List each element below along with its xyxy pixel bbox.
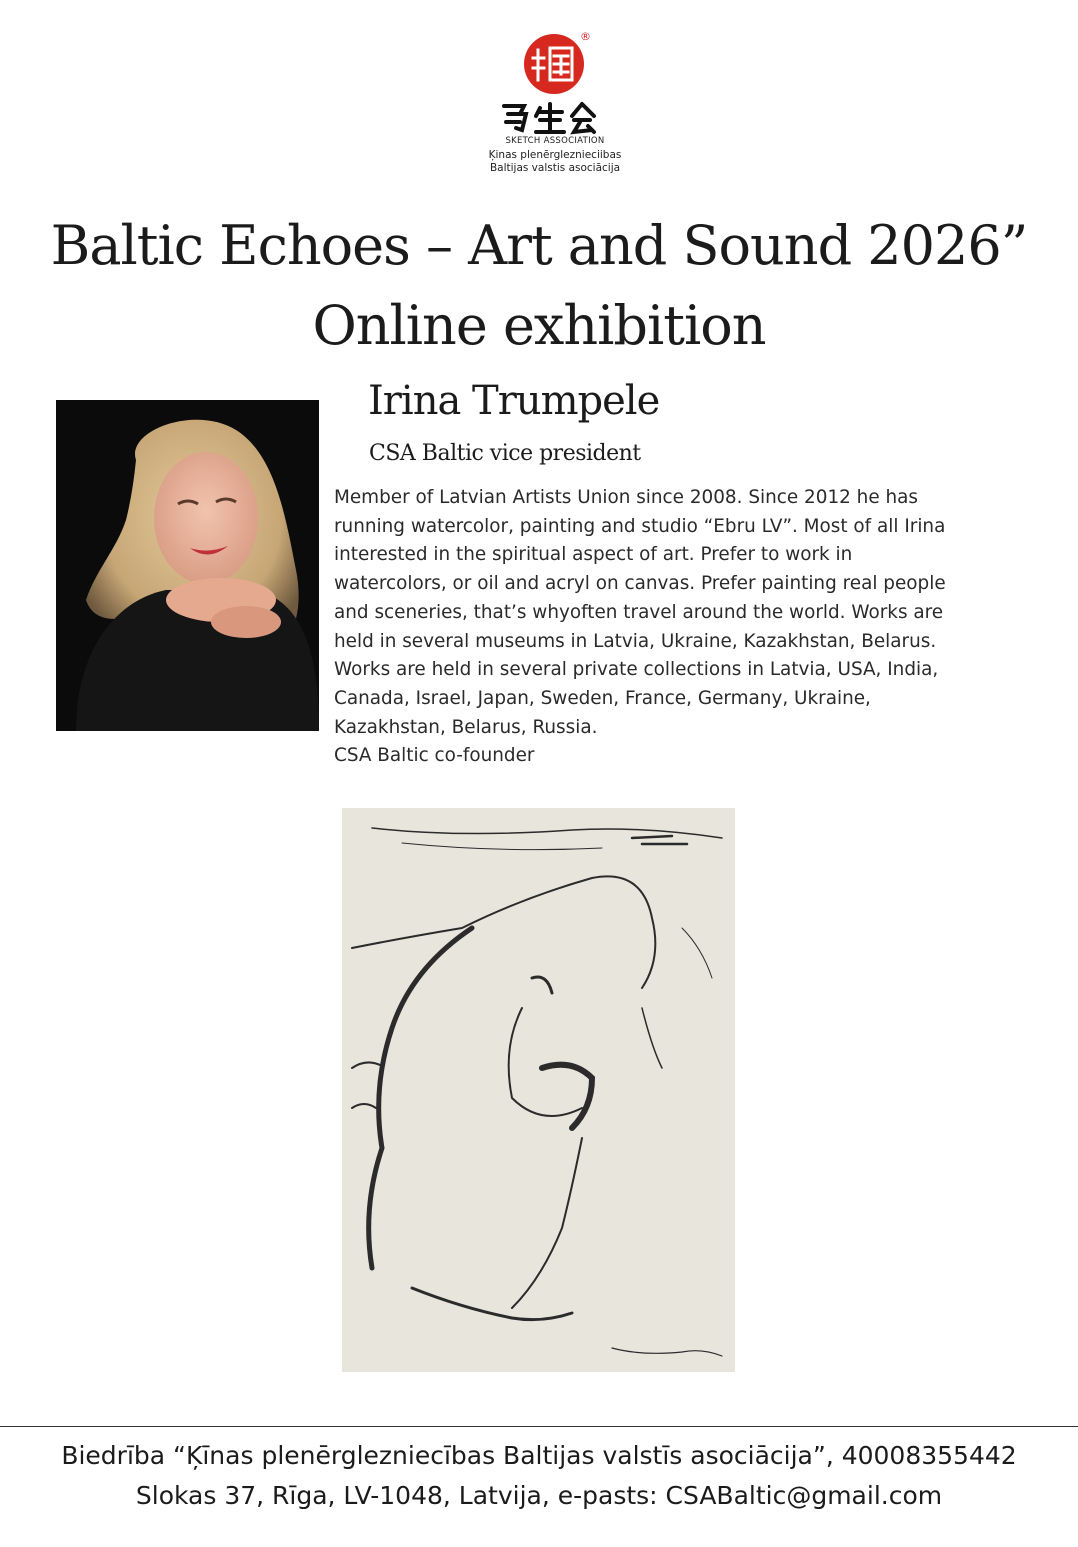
artist-name: Irina Trumpele <box>368 378 660 424</box>
registered-icon: ® <box>580 30 591 43</box>
bio-line: and sceneries, that’s whyoften travel around the world. Works are <box>334 601 944 623</box>
bio-line: Member of Latvian Artists Union since 2008. Since 2012 he has <box>334 487 919 508</box>
bio-line: Canada, Israel, Japan, Sweden, France, Germany, Ukraine, <box>334 687 871 709</box>
footer-organization: Biedrība “Ķīnas plenērglezniecības Baltijas valstīs asociācija”, 40008355442 <box>61 1441 1017 1470</box>
logo-caption-english: SKETCH ASSOCIATION <box>505 136 605 146</box>
artist-photo <box>56 400 319 731</box>
artist-role: CSA Baltic vice president <box>369 441 641 466</box>
bio-line: CSA Baltic co-founder <box>334 745 535 767</box>
logo-caption-latvian-2: Baltijas valstis asociācija <box>489 162 621 174</box>
bio-line: watercolors, or oil and acryl on canvas. Prefer painting real people <box>334 573 946 595</box>
red-seal-icon <box>524 34 584 94</box>
exhibition-title: Baltic Echoes – Art and Sound 2026” <box>50 214 1028 277</box>
artist-bio <box>334 484 1034 771</box>
artwork-ink-drawing <box>342 808 735 1372</box>
footer-divider <box>0 1426 1078 1427</box>
calligraphy-logo-icon <box>470 98 640 138</box>
bio-line: Works are held in several private collections in Latvia, USA, India, <box>334 659 939 681</box>
footer-address: Slokas 37, Rīga, LV-1048, Latvija, e-pasts: CSABaltic@gmail.com <box>135 1481 943 1510</box>
bio-line: running watercolor, painting and studio “Ebru LV”. Most of all Irina <box>334 515 946 537</box>
association-logo <box>470 28 622 178</box>
exhibition-subtitle: Online exhibition <box>312 294 766 357</box>
bio-line: interested in the spiritual aspect of art. Prefer to work in <box>334 544 853 566</box>
bio-line: held in several museums in Latvia, Ukraine, Kazakhstan, Belarus. <box>334 630 937 652</box>
logo-caption-latvian-1: Ķinas plenērgleznieciibas <box>488 149 622 161</box>
bio-line: Kazakhstan, Belarus, Russia. <box>334 716 598 738</box>
